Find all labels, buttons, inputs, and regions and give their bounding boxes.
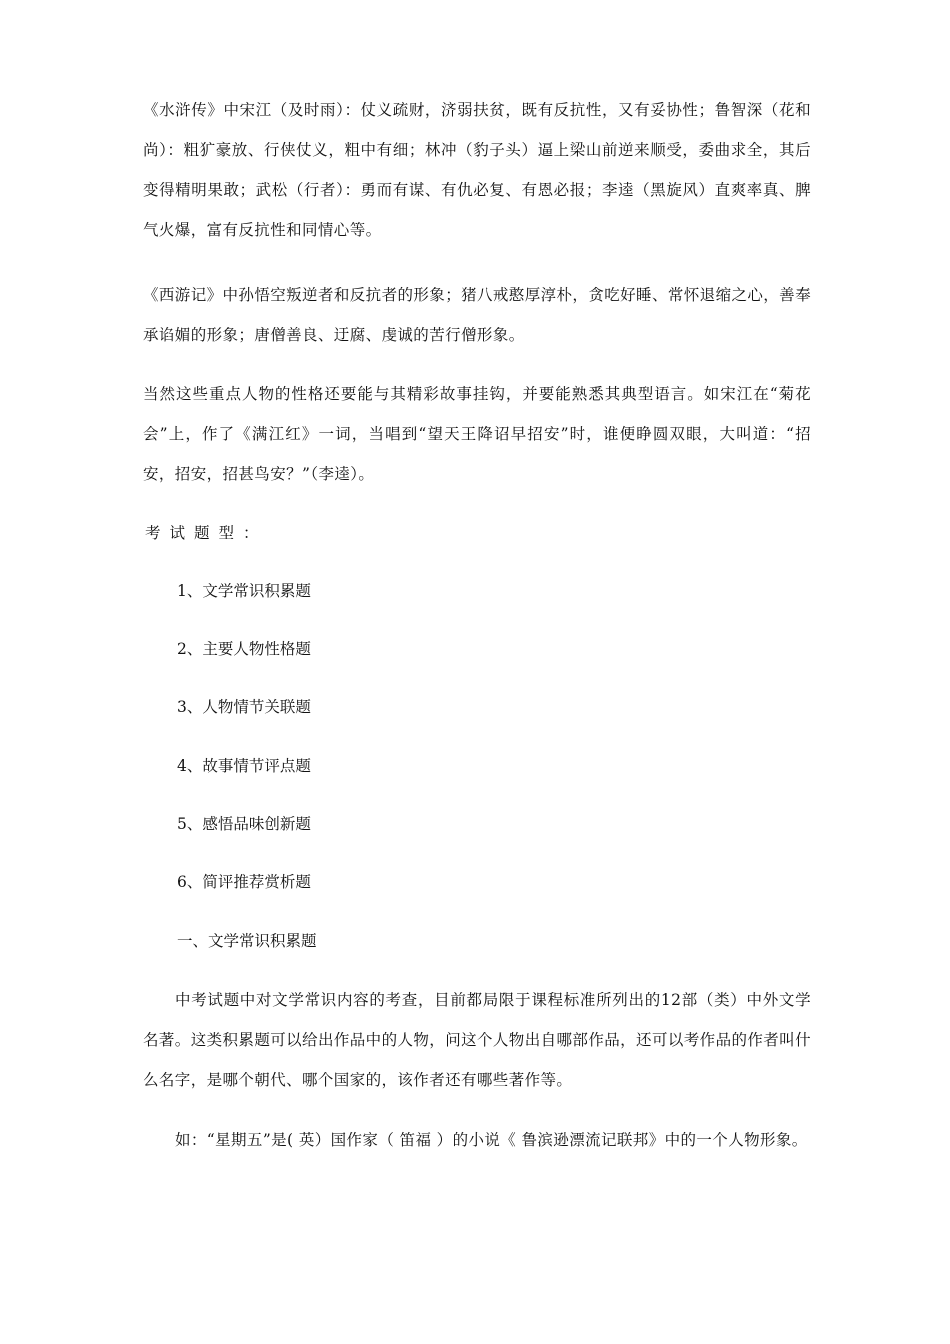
paragraph-shuihu-characters: 《水浒传》中宋江（及时雨）：仗义疏财，济弱扶贫，既有反抗性，又有妥协性；鲁智深（花和尚）：粗犷豪放、行侠仗义，粗中有细；林冲（豹子头）逼上梁山前逆来顺受，委曲求全，其后变得精明果敢；武松（行者）：勇而有谋、有仇必复、有恩必报；李逵（黑旋风）直爽率真、脾气火爆，富有反抗性和同情心等。 xyxy=(143,101,811,239)
exam-type-item: 2、主要人物性格题 xyxy=(177,640,311,658)
exam-type-item: 5、感悟品味创新题 xyxy=(177,815,311,833)
exam-types-heading: 考试题型： xyxy=(145,524,268,542)
exam-type-item: 1、文学常识积累题 xyxy=(177,582,311,600)
paragraph-example: 如：“星期五”是( 英）国作家（ 笛福 ）的小说《 鲁滨逊漂流记联邦》中的一个人物形象。 xyxy=(175,1131,808,1149)
section-heading: 一、文学常识积累题 xyxy=(177,932,317,950)
exam-type-item: 4、故事情节评点题 xyxy=(177,757,311,775)
exam-type-item: 6、简评推荐赏析题 xyxy=(177,873,311,891)
paragraph-story-example: 当然这些重点人物的性格还要能与其精彩故事挂钩，并要能熟悉其典型语言。如宋江在“菊花会”上，作了《满江红》一词，当唱到“望天王降诏早招安”时，谁便睁圆双眼，大叫道：“招安，招安，招甚鸟安？”（李逵）。 xyxy=(143,385,811,483)
paragraph-xiyou-characters: 《西游记》中孙悟空叛逆者和反抗者的形象；猪八戒憨厚淳朴，贪吃好睡、常怀退缩之心，善奉承谄媚的形象；唐僧善良、迂腐、虔诚的苦行僧形象。 xyxy=(143,286,811,344)
exam-type-item: 3、人物情节关联题 xyxy=(177,698,311,716)
paragraph-exam-intro: 中考试题中对文学常识内容的考查，目前都局限于课程标准所列出的12部（类）中外文学名著。这类积累题可以给出作品中的人物，问这个人物出自哪部作品，还可以考作品的作者叫什么名字，是哪个朝代、哪个国家的，该作者还有哪些著作等。 xyxy=(143,991,811,1089)
